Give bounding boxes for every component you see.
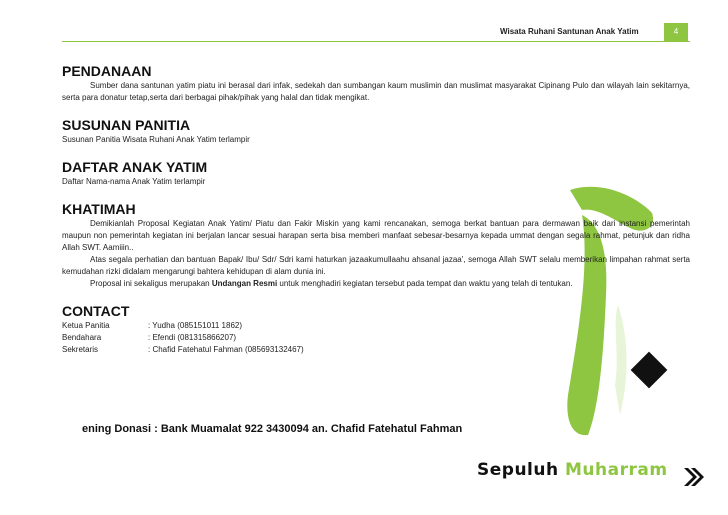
section-daftar-anak-yatim (62, 158, 690, 188)
heading-pendanaan: PENDANAAN (62, 63, 152, 79)
footer-brand-sepuluh: Sepuluh (477, 460, 559, 480)
contact-label: Ketua Panitia (62, 321, 110, 330)
contact-row (62, 332, 690, 344)
contact-value: : Efendi (081315866207) (148, 333, 237, 342)
document-content (62, 62, 690, 368)
heading-khatimah: KHATIMAH (62, 201, 136, 217)
footer-brand-muharram: Muharram (565, 460, 668, 480)
undangan-resmi-text: Undangan Resmi (211, 279, 278, 288)
rekening-donasi: ening Donasi : Bank Muamalat 922 3430094 an. Chafid Fatehatul Fahman (82, 423, 463, 435)
khatimah-p3-before: Proposal ini sekaligus merupakan (90, 279, 212, 288)
khatimah-p3-after: untuk menghadiri kegiatan tersebut pada tempat dan waktu yang telah di tentukan. (277, 279, 573, 288)
footer-brand (477, 460, 668, 480)
heading-susunan-panitia: SUSUNAN PANITIA (62, 117, 191, 133)
pendanaan-body: Sumber dana santunan yatim piatu ini berasal dari infak, sedekah dan sumbangan kaum muslimin dan muslimat masyarakat Cipinang Pulo dan wilayah lain sekitarnya, serta para donatur tetap,serta dari berbagai pihak/pihak yang halal dan tidak mengikat. (62, 81, 690, 102)
contact-label: Bendahara (62, 333, 102, 342)
contact-value: : Yudha (085151011 1862) (148, 321, 243, 330)
section-susunan-panitia (62, 116, 690, 146)
heading-contact: CONTACT (62, 303, 130, 319)
section-pendanaan (62, 62, 690, 104)
header-rule (62, 41, 690, 42)
heading-daftar-anak-yatim: DAFTAR ANAK YATIM (62, 159, 208, 175)
page-number-badge: 4 (664, 23, 688, 41)
header-title: Wisata Ruhani Santunan Anak Yatim (500, 27, 639, 36)
contact-row (62, 320, 690, 332)
contact-value: : Chafid Fatehatul Fahman (085693132467) (148, 345, 304, 354)
section-khatimah (62, 200, 690, 290)
daftar-body: Daftar Nama-nama Anak Yatim terlampir (62, 177, 206, 186)
double-chevron-right-icon (682, 465, 706, 489)
section-contact (62, 302, 690, 356)
susunan-body: Susunan Panitia Wisata Ruhani Anak Yatim terlampir (62, 135, 250, 144)
contact-row (62, 344, 690, 356)
contact-label: Sekretaris (62, 345, 99, 354)
khatimah-paragraph-2: Atas segala perhatian dan bantuan Bapak/ Ibu/ Sdr/ Sdri kami haturkan jazaakumullaahu ahsanal jazaa', semoga Allah SWT selalu memberikan limpahan rahmat serta kemudahan rizki didalam mengarungi bahtera kehidupan di alam dunia ini. (62, 255, 690, 276)
khatimah-paragraph-3 (62, 278, 690, 290)
khatimah-paragraph-1: Demikianlah Proposal Kegiatan Anak Yatim/ Piatu dan Fakir Miskin yang kami rencanakan, semoga berkat bantuan para dermawan baik dari instansi pemerintah maupun non pemerintah kegiatan ini berjalan lancar sesuai harapan serta bisa memberi manfaat sebesar-besarnya kepada ummat dengan segala rahmat, petunjuk dan ridha Allah SWT. Aamiiin.. (62, 219, 690, 252)
